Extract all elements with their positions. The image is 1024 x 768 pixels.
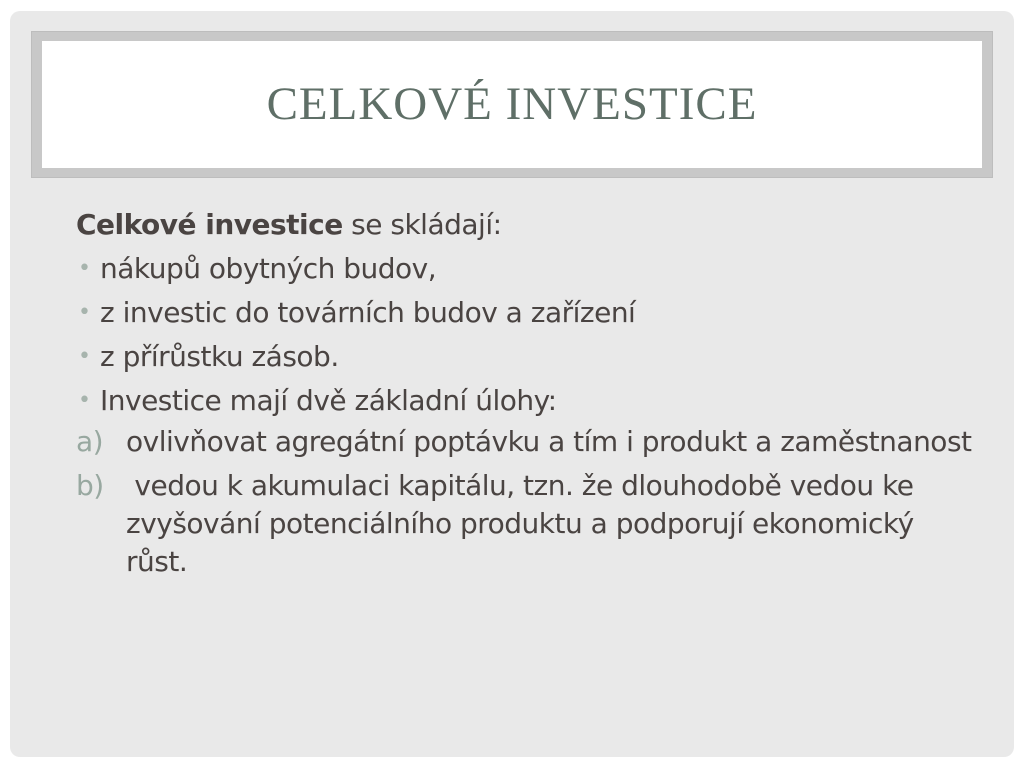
list-marker: a) bbox=[76, 425, 104, 458]
list-item bbox=[76, 379, 976, 423]
list-item bbox=[76, 335, 976, 379]
bullet-list bbox=[76, 247, 976, 423]
slide-content bbox=[76, 203, 976, 587]
bullet-icon: • bbox=[78, 344, 91, 369]
title-box bbox=[42, 41, 982, 168]
slide-title: CELKOVÉ INVESTICE bbox=[266, 78, 758, 130]
lettered-list bbox=[76, 423, 976, 581]
lettered-item bbox=[76, 467, 976, 581]
list-item-text: z přírůstku zásob. bbox=[100, 340, 339, 373]
lettered-item bbox=[76, 423, 976, 461]
slide bbox=[10, 11, 1014, 757]
lead-bold: Celkové investice bbox=[76, 208, 343, 241]
lead-rest: se skládají: bbox=[342, 208, 502, 241]
lettered-item-text: ovlivňovat agregátní poptávku a tím i produkt a zaměstnanost bbox=[126, 425, 972, 458]
lettered-item-text: vedou k akumulaci kapitálu, tzn. že dlouhodobě vedou ke zvyšování potenciálního produktu a podporují ekonomický růst. bbox=[126, 469, 923, 578]
bullet-icon: • bbox=[78, 256, 91, 281]
bullet-icon: • bbox=[78, 388, 91, 413]
list-item-text: Investice mají dvě základní úlohy: bbox=[100, 384, 557, 417]
list-item-text: z investic do továrních budov a zařízení bbox=[100, 296, 636, 329]
list-item bbox=[76, 291, 976, 335]
list-item bbox=[76, 247, 976, 291]
bullet-icon: • bbox=[78, 300, 91, 325]
lead-paragraph bbox=[76, 203, 976, 247]
list-marker: b) bbox=[76, 469, 104, 502]
list-item-text: nákupů obytných budov, bbox=[100, 252, 437, 285]
title-frame bbox=[31, 31, 993, 178]
